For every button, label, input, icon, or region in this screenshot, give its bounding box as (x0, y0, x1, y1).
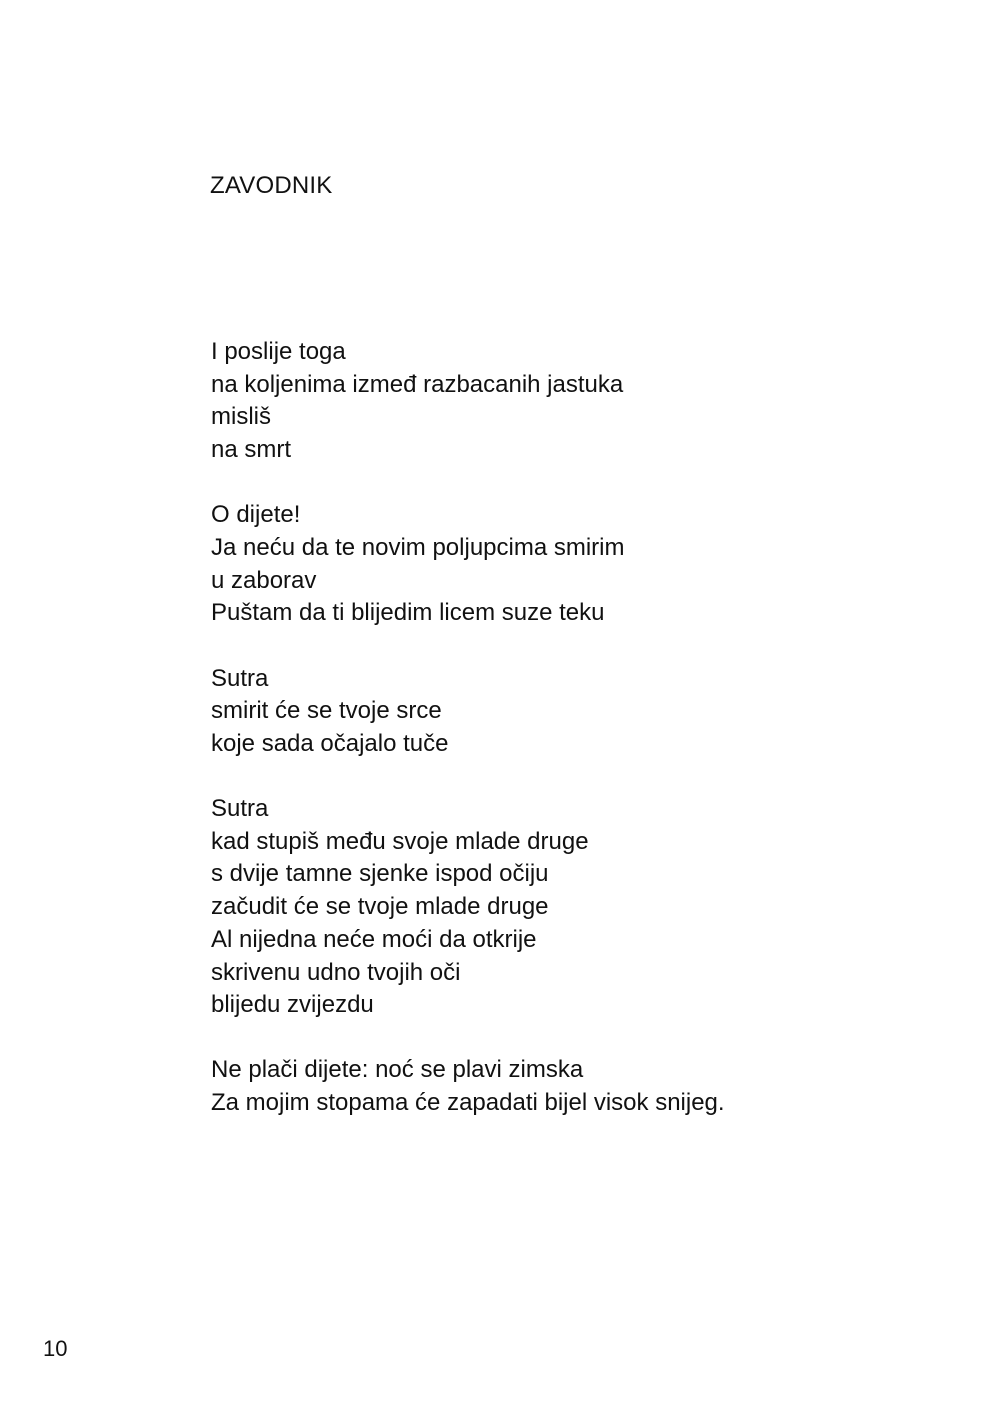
poem-line: Ne plači dijete: noć se plavi zimska (211, 1056, 584, 1084)
stanza-3 (211, 663, 725, 761)
poem-line: na smrt (211, 436, 292, 464)
poem-line: u zaborav (211, 566, 317, 594)
poem-line: koje sada očajalo tuče (211, 729, 449, 757)
poem-title: ZAVODNIK (210, 172, 333, 199)
poem-line: na koljenima izmeđ razbacanih jastuka (211, 370, 624, 398)
poem-line: Al nijedna neće moći da otkrije (211, 925, 537, 953)
poem-body (211, 336, 725, 1120)
poem-line: Sutra (211, 795, 269, 823)
poem-line: Za mojim stopama će zapadati bijel visok snijeg. (211, 1089, 725, 1117)
stanza-5 (211, 1054, 725, 1119)
poem-line: Ja neću da te novim poljupcima smirim (211, 533, 625, 561)
poem-line: misliš (211, 403, 271, 431)
stanza-1 (211, 336, 725, 467)
stanza-2 (211, 499, 725, 630)
poem-line: skrivenu udno tvojih oči (211, 958, 461, 986)
poem-line: I poslije toga (211, 338, 346, 365)
poem-line: začudit će se tvoje mlade druge (211, 893, 549, 921)
page-number: 10 (43, 1336, 68, 1361)
stanza-4 (211, 793, 725, 1022)
poem-line: Puštam da ti blijedim licem suze teku (211, 599, 605, 627)
poem-line: s dvije tamne sjenke ispod očiju (211, 860, 549, 888)
poem-line: O dijete! (211, 501, 301, 529)
poem-line: smirit će se tvoje srce (211, 697, 442, 725)
poem-line: kad stupiš među svoje mlade druge (211, 827, 589, 855)
poem-line: Sutra (211, 664, 269, 692)
poem-line: blijedu zvijezdu (211, 991, 374, 1019)
